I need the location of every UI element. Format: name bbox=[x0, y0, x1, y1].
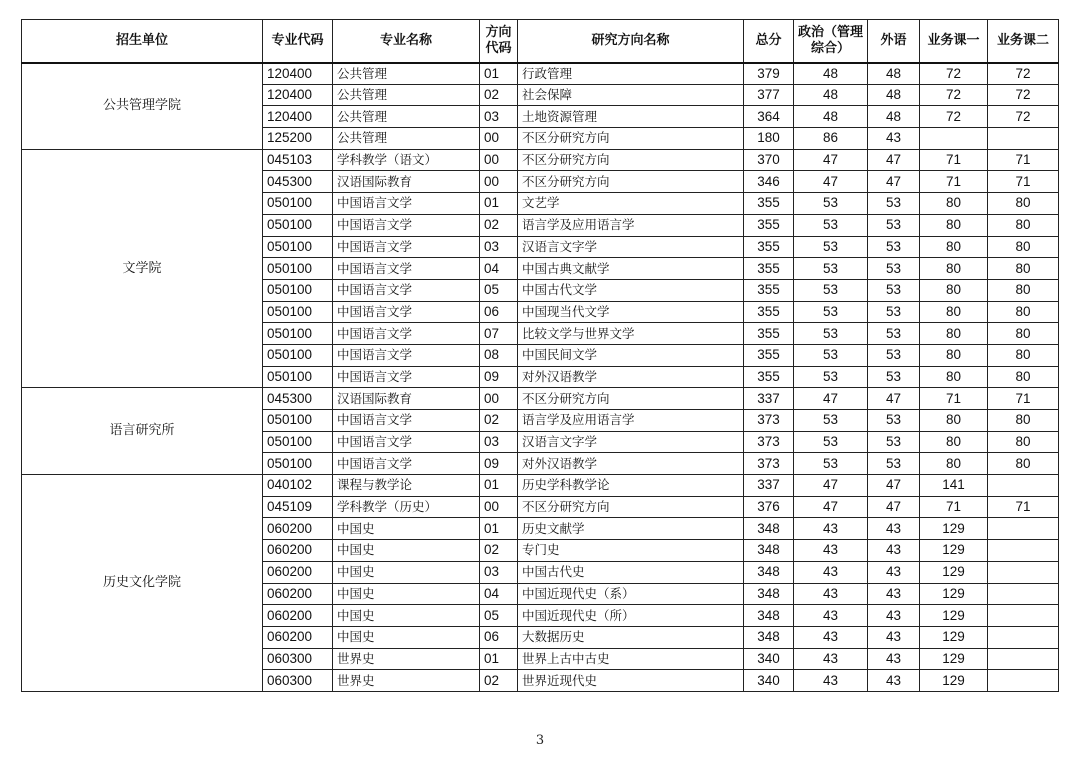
major-name-cell: 中国史 bbox=[333, 605, 480, 627]
direction-name-cell: 语言学及应用语言学 bbox=[518, 410, 744, 432]
header-major-name: 专业名称 bbox=[333, 20, 480, 63]
major-name-cell: 中国史 bbox=[333, 626, 480, 648]
politics-score-cell: 86 bbox=[794, 128, 868, 150]
politics-score-cell: 47 bbox=[794, 496, 868, 518]
course-one-score-cell: 129 bbox=[920, 670, 988, 692]
course-one-score-cell: 80 bbox=[920, 453, 988, 475]
course-two-score-cell: 80 bbox=[988, 236, 1059, 258]
direction-name-cell: 大数据历史 bbox=[518, 626, 744, 648]
unit-name-cell: 历史文化学院 bbox=[22, 475, 263, 692]
course-two-score-cell: 80 bbox=[988, 453, 1059, 475]
major-code-cell: 050100 bbox=[263, 431, 333, 453]
course-one-score-cell: 80 bbox=[920, 193, 988, 215]
course-two-score-cell: 80 bbox=[988, 214, 1059, 236]
politics-score-cell: 43 bbox=[794, 648, 868, 670]
major-name-cell: 中国史 bbox=[333, 561, 480, 583]
course-two-score-cell: 80 bbox=[988, 344, 1059, 366]
foreign-language-score-cell: 43 bbox=[868, 626, 920, 648]
direction-code-cell: 00 bbox=[480, 171, 518, 193]
course-one-score-cell: 80 bbox=[920, 236, 988, 258]
table-body bbox=[22, 63, 1059, 692]
direction-name-cell: 专门史 bbox=[518, 540, 744, 562]
direction-code-cell: 02 bbox=[480, 670, 518, 692]
course-two-score-cell: 80 bbox=[988, 193, 1059, 215]
total-score-cell: 180 bbox=[744, 128, 794, 150]
major-code-cell: 125200 bbox=[263, 128, 333, 150]
politics-score-cell: 53 bbox=[794, 323, 868, 345]
politics-score-cell: 47 bbox=[794, 171, 868, 193]
direction-code-cell: 03 bbox=[480, 561, 518, 583]
politics-score-cell: 53 bbox=[794, 301, 868, 323]
direction-name-cell: 土地资源管理 bbox=[518, 106, 744, 128]
course-one-score-cell: 71 bbox=[920, 171, 988, 193]
major-name-cell: 中国语言文学 bbox=[333, 279, 480, 301]
major-code-cell: 120400 bbox=[263, 84, 333, 106]
direction-name-cell: 对外汉语教学 bbox=[518, 453, 744, 475]
total-score-cell: 355 bbox=[744, 301, 794, 323]
table-row bbox=[22, 149, 1059, 171]
foreign-language-score-cell: 53 bbox=[868, 193, 920, 215]
total-score-cell: 340 bbox=[744, 648, 794, 670]
direction-name-cell: 语言学及应用语言学 bbox=[518, 214, 744, 236]
course-one-score-cell: 72 bbox=[920, 84, 988, 106]
course-two-score-cell: 80 bbox=[988, 366, 1059, 388]
header-politics: 政治（管理综合） bbox=[794, 20, 868, 63]
major-code-cell: 045300 bbox=[263, 171, 333, 193]
politics-score-cell: 48 bbox=[794, 106, 868, 128]
major-name-cell: 中国史 bbox=[333, 518, 480, 540]
foreign-language-score-cell: 53 bbox=[868, 214, 920, 236]
unit-name-cell: 语言研究所 bbox=[22, 388, 263, 475]
direction-name-cell: 世界上古中古史 bbox=[518, 648, 744, 670]
direction-code-cell: 06 bbox=[480, 626, 518, 648]
total-score-cell: 340 bbox=[744, 670, 794, 692]
major-code-cell: 045103 bbox=[263, 149, 333, 171]
header-major-code: 专业代码 bbox=[263, 20, 333, 63]
major-code-cell: 060200 bbox=[263, 605, 333, 627]
course-two-score-cell: 80 bbox=[988, 431, 1059, 453]
total-score-cell: 373 bbox=[744, 431, 794, 453]
course-two-score-cell bbox=[988, 128, 1059, 150]
politics-score-cell: 53 bbox=[794, 279, 868, 301]
direction-code-cell: 00 bbox=[480, 496, 518, 518]
major-code-cell: 050100 bbox=[263, 279, 333, 301]
total-score-cell: 379 bbox=[744, 63, 794, 85]
total-score-cell: 348 bbox=[744, 583, 794, 605]
course-two-score-cell bbox=[988, 605, 1059, 627]
major-code-cell: 050100 bbox=[263, 366, 333, 388]
major-name-cell: 汉语国际教育 bbox=[333, 388, 480, 410]
major-name-cell: 学科教学（历史） bbox=[333, 496, 480, 518]
major-name-cell: 公共管理 bbox=[333, 84, 480, 106]
foreign-language-score-cell: 53 bbox=[868, 344, 920, 366]
politics-score-cell: 48 bbox=[794, 84, 868, 106]
total-score-cell: 348 bbox=[744, 518, 794, 540]
direction-code-cell: 05 bbox=[480, 279, 518, 301]
total-score-cell: 348 bbox=[744, 561, 794, 583]
direction-name-cell: 世界近现代史 bbox=[518, 670, 744, 692]
major-code-cell: 050100 bbox=[263, 214, 333, 236]
major-name-cell: 公共管理 bbox=[333, 128, 480, 150]
course-two-score-cell bbox=[988, 583, 1059, 605]
direction-code-cell: 07 bbox=[480, 323, 518, 345]
major-name-cell: 中国语言文学 bbox=[333, 366, 480, 388]
course-two-score-cell bbox=[988, 540, 1059, 562]
direction-name-cell: 不区分研究方向 bbox=[518, 171, 744, 193]
politics-score-cell: 53 bbox=[794, 258, 868, 280]
total-score-cell: 355 bbox=[744, 323, 794, 345]
direction-code-cell: 02 bbox=[480, 410, 518, 432]
total-score-cell: 348 bbox=[744, 540, 794, 562]
total-score-cell: 355 bbox=[744, 279, 794, 301]
course-one-score-cell: 129 bbox=[920, 605, 988, 627]
course-one-score-cell: 80 bbox=[920, 279, 988, 301]
direction-code-cell: 00 bbox=[480, 128, 518, 150]
course-one-score-cell: 80 bbox=[920, 410, 988, 432]
direction-name-cell: 不区分研究方向 bbox=[518, 128, 744, 150]
direction-code-cell: 02 bbox=[480, 84, 518, 106]
major-code-cell: 050100 bbox=[263, 323, 333, 345]
course-two-score-cell: 72 bbox=[988, 84, 1059, 106]
course-two-score-cell: 80 bbox=[988, 301, 1059, 323]
course-one-score-cell: 71 bbox=[920, 149, 988, 171]
foreign-language-score-cell: 53 bbox=[868, 453, 920, 475]
foreign-language-score-cell: 53 bbox=[868, 431, 920, 453]
politics-score-cell: 47 bbox=[794, 149, 868, 171]
major-name-cell: 公共管理 bbox=[333, 106, 480, 128]
politics-score-cell: 53 bbox=[794, 344, 868, 366]
foreign-language-score-cell: 47 bbox=[868, 496, 920, 518]
foreign-language-score-cell: 43 bbox=[868, 605, 920, 627]
course-two-score-cell bbox=[988, 475, 1059, 497]
course-one-score-cell: 129 bbox=[920, 540, 988, 562]
course-one-score-cell: 80 bbox=[920, 431, 988, 453]
course-two-score-cell bbox=[988, 626, 1059, 648]
direction-code-cell: 06 bbox=[480, 301, 518, 323]
header-direction-name: 研究方向名称 bbox=[518, 20, 744, 63]
major-code-cell: 050100 bbox=[263, 410, 333, 432]
total-score-cell: 337 bbox=[744, 388, 794, 410]
politics-score-cell: 43 bbox=[794, 518, 868, 540]
direction-code-cell: 00 bbox=[480, 388, 518, 410]
course-one-score-cell: 80 bbox=[920, 258, 988, 280]
course-two-score-cell: 71 bbox=[988, 149, 1059, 171]
course-one-score-cell: 71 bbox=[920, 496, 988, 518]
politics-score-cell: 53 bbox=[794, 431, 868, 453]
direction-name-cell: 对外汉语教学 bbox=[518, 366, 744, 388]
course-two-score-cell bbox=[988, 648, 1059, 670]
direction-code-cell: 09 bbox=[480, 366, 518, 388]
direction-name-cell: 比较文学与世界文学 bbox=[518, 323, 744, 345]
foreign-language-score-cell: 43 bbox=[868, 561, 920, 583]
direction-code-cell: 01 bbox=[480, 648, 518, 670]
direction-name-cell: 中国民间文学 bbox=[518, 344, 744, 366]
foreign-language-score-cell: 43 bbox=[868, 648, 920, 670]
major-name-cell: 世界史 bbox=[333, 648, 480, 670]
major-name-cell: 中国语言文学 bbox=[333, 236, 480, 258]
politics-score-cell: 43 bbox=[794, 626, 868, 648]
total-score-cell: 346 bbox=[744, 171, 794, 193]
major-code-cell: 060200 bbox=[263, 518, 333, 540]
total-score-cell: 355 bbox=[744, 258, 794, 280]
course-two-score-cell bbox=[988, 518, 1059, 540]
foreign-language-score-cell: 53 bbox=[868, 279, 920, 301]
major-code-cell: 060300 bbox=[263, 670, 333, 692]
direction-code-cell: 01 bbox=[480, 475, 518, 497]
course-two-score-cell bbox=[988, 670, 1059, 692]
major-code-cell: 050100 bbox=[263, 301, 333, 323]
total-score-cell: 376 bbox=[744, 496, 794, 518]
total-score-cell: 337 bbox=[744, 475, 794, 497]
major-name-cell: 中国语言文学 bbox=[333, 193, 480, 215]
major-name-cell: 中国语言文学 bbox=[333, 214, 480, 236]
direction-name-cell: 历史文献学 bbox=[518, 518, 744, 540]
foreign-language-score-cell: 53 bbox=[868, 301, 920, 323]
course-two-score-cell: 71 bbox=[988, 171, 1059, 193]
total-score-cell: 355 bbox=[744, 193, 794, 215]
major-name-cell: 中国史 bbox=[333, 583, 480, 605]
major-name-cell: 中国语言文学 bbox=[333, 258, 480, 280]
total-score-cell: 348 bbox=[744, 626, 794, 648]
course-one-score-cell: 80 bbox=[920, 344, 988, 366]
direction-name-cell: 不区分研究方向 bbox=[518, 149, 744, 171]
major-code-cell: 045300 bbox=[263, 388, 333, 410]
politics-score-cell: 53 bbox=[794, 236, 868, 258]
unit-name-cell: 文学院 bbox=[22, 149, 263, 388]
header-foreign-language: 外语 bbox=[868, 20, 920, 63]
course-one-score-cell: 80 bbox=[920, 301, 988, 323]
foreign-language-score-cell: 53 bbox=[868, 410, 920, 432]
major-code-cell: 045109 bbox=[263, 496, 333, 518]
direction-code-cell: 03 bbox=[480, 236, 518, 258]
course-one-score-cell: 129 bbox=[920, 626, 988, 648]
score-table bbox=[21, 19, 1059, 692]
major-code-cell: 060200 bbox=[263, 626, 333, 648]
course-two-score-cell: 80 bbox=[988, 279, 1059, 301]
major-name-cell: 中国语言文学 bbox=[333, 431, 480, 453]
major-name-cell: 课程与教学论 bbox=[333, 475, 480, 497]
course-one-score-cell: 80 bbox=[920, 366, 988, 388]
foreign-language-score-cell: 47 bbox=[868, 149, 920, 171]
total-score-cell: 370 bbox=[744, 149, 794, 171]
course-two-score-cell: 80 bbox=[988, 323, 1059, 345]
course-one-score-cell: 71 bbox=[920, 388, 988, 410]
course-one-score-cell: 80 bbox=[920, 214, 988, 236]
politics-score-cell: 43 bbox=[794, 561, 868, 583]
major-code-cell: 060200 bbox=[263, 540, 333, 562]
course-one-score-cell bbox=[920, 128, 988, 150]
politics-score-cell: 48 bbox=[794, 63, 868, 85]
direction-code-cell: 03 bbox=[480, 431, 518, 453]
major-code-cell: 050100 bbox=[263, 258, 333, 280]
page-number: 3 bbox=[535, 733, 545, 748]
table-row bbox=[22, 388, 1059, 410]
direction-name-cell: 历史学科教学论 bbox=[518, 475, 744, 497]
major-name-cell: 中国语言文学 bbox=[333, 410, 480, 432]
foreign-language-score-cell: 48 bbox=[868, 84, 920, 106]
total-score-cell: 364 bbox=[744, 106, 794, 128]
direction-code-cell: 01 bbox=[480, 518, 518, 540]
total-score-cell: 355 bbox=[744, 366, 794, 388]
course-one-score-cell: 72 bbox=[920, 106, 988, 128]
foreign-language-score-cell: 48 bbox=[868, 106, 920, 128]
politics-score-cell: 53 bbox=[794, 193, 868, 215]
politics-score-cell: 43 bbox=[794, 670, 868, 692]
major-name-cell: 中国语言文学 bbox=[333, 301, 480, 323]
direction-code-cell: 01 bbox=[480, 63, 518, 85]
course-one-score-cell: 129 bbox=[920, 561, 988, 583]
major-code-cell: 050100 bbox=[263, 236, 333, 258]
direction-name-cell: 中国古代文学 bbox=[518, 279, 744, 301]
header-total: 总分 bbox=[744, 20, 794, 63]
foreign-language-score-cell: 43 bbox=[868, 540, 920, 562]
politics-score-cell: 53 bbox=[794, 366, 868, 388]
major-code-cell: 050100 bbox=[263, 193, 333, 215]
course-one-score-cell: 141 bbox=[920, 475, 988, 497]
course-one-score-cell: 129 bbox=[920, 518, 988, 540]
course-one-score-cell: 80 bbox=[920, 323, 988, 345]
direction-code-cell: 03 bbox=[480, 106, 518, 128]
header-unit: 招生单位 bbox=[22, 20, 263, 63]
direction-code-cell: 09 bbox=[480, 453, 518, 475]
politics-score-cell: 43 bbox=[794, 583, 868, 605]
major-name-cell: 中国史 bbox=[333, 540, 480, 562]
table-header-row bbox=[22, 20, 1059, 63]
politics-score-cell: 47 bbox=[794, 388, 868, 410]
total-score-cell: 377 bbox=[744, 84, 794, 106]
major-name-cell: 中国语言文学 bbox=[333, 323, 480, 345]
course-one-score-cell: 129 bbox=[920, 648, 988, 670]
direction-name-cell: 不区分研究方向 bbox=[518, 388, 744, 410]
direction-name-cell: 中国近现代史（所） bbox=[518, 605, 744, 627]
direction-name-cell: 文艺学 bbox=[518, 193, 744, 215]
foreign-language-score-cell: 47 bbox=[868, 171, 920, 193]
direction-name-cell: 中国现当代文学 bbox=[518, 301, 744, 323]
total-score-cell: 355 bbox=[744, 344, 794, 366]
foreign-language-score-cell: 48 bbox=[868, 63, 920, 85]
major-code-cell: 060300 bbox=[263, 648, 333, 670]
direction-code-cell: 02 bbox=[480, 214, 518, 236]
header-course-two: 业务课二 bbox=[988, 20, 1059, 63]
total-score-cell: 355 bbox=[744, 214, 794, 236]
politics-score-cell: 53 bbox=[794, 214, 868, 236]
direction-code-cell: 00 bbox=[480, 149, 518, 171]
major-name-cell: 公共管理 bbox=[333, 63, 480, 85]
header-direction-code: 方向代码 bbox=[480, 20, 518, 63]
direction-name-cell: 汉语言文字学 bbox=[518, 431, 744, 453]
major-code-cell: 050100 bbox=[263, 344, 333, 366]
politics-score-cell: 43 bbox=[794, 605, 868, 627]
course-one-score-cell: 72 bbox=[920, 63, 988, 85]
total-score-cell: 373 bbox=[744, 453, 794, 475]
direction-code-cell: 08 bbox=[480, 344, 518, 366]
major-name-cell: 中国语言文学 bbox=[333, 344, 480, 366]
major-name-cell: 汉语国际教育 bbox=[333, 171, 480, 193]
major-name-cell: 世界史 bbox=[333, 670, 480, 692]
course-two-score-cell bbox=[988, 561, 1059, 583]
direction-name-cell: 不区分研究方向 bbox=[518, 496, 744, 518]
major-code-cell: 050100 bbox=[263, 453, 333, 475]
politics-score-cell: 43 bbox=[794, 540, 868, 562]
foreign-language-score-cell: 53 bbox=[868, 323, 920, 345]
foreign-language-score-cell: 53 bbox=[868, 236, 920, 258]
total-score-cell: 373 bbox=[744, 410, 794, 432]
foreign-language-score-cell: 43 bbox=[868, 128, 920, 150]
direction-code-cell: 01 bbox=[480, 193, 518, 215]
course-two-score-cell: 71 bbox=[988, 496, 1059, 518]
major-code-cell: 060200 bbox=[263, 583, 333, 605]
direction-name-cell: 中国近现代史（系） bbox=[518, 583, 744, 605]
direction-code-cell: 05 bbox=[480, 605, 518, 627]
major-code-cell: 060200 bbox=[263, 561, 333, 583]
major-name-cell: 中国语言文学 bbox=[333, 453, 480, 475]
total-score-cell: 355 bbox=[744, 236, 794, 258]
foreign-language-score-cell: 43 bbox=[868, 670, 920, 692]
direction-name-cell: 社会保障 bbox=[518, 84, 744, 106]
foreign-language-score-cell: 43 bbox=[868, 583, 920, 605]
course-two-score-cell: 71 bbox=[988, 388, 1059, 410]
major-name-cell: 学科教学（语文） bbox=[333, 149, 480, 171]
course-two-score-cell: 80 bbox=[988, 258, 1059, 280]
unit-name-cell: 公共管理学院 bbox=[22, 63, 263, 150]
table-row bbox=[22, 63, 1059, 85]
politics-score-cell: 47 bbox=[794, 475, 868, 497]
course-one-score-cell: 129 bbox=[920, 583, 988, 605]
politics-score-cell: 53 bbox=[794, 453, 868, 475]
direction-name-cell: 中国古典文献学 bbox=[518, 258, 744, 280]
course-two-score-cell: 80 bbox=[988, 410, 1059, 432]
major-code-cell: 120400 bbox=[263, 63, 333, 85]
major-code-cell: 120400 bbox=[263, 106, 333, 128]
foreign-language-score-cell: 43 bbox=[868, 518, 920, 540]
direction-name-cell: 行政管理 bbox=[518, 63, 744, 85]
course-two-score-cell: 72 bbox=[988, 63, 1059, 85]
politics-score-cell: 53 bbox=[794, 410, 868, 432]
direction-name-cell: 中国古代史 bbox=[518, 561, 744, 583]
foreign-language-score-cell: 53 bbox=[868, 258, 920, 280]
direction-code-cell: 04 bbox=[480, 258, 518, 280]
table-row bbox=[22, 475, 1059, 497]
total-score-cell: 348 bbox=[744, 605, 794, 627]
course-two-score-cell: 72 bbox=[988, 106, 1059, 128]
header-course-one: 业务课一 bbox=[920, 20, 988, 63]
foreign-language-score-cell: 47 bbox=[868, 475, 920, 497]
direction-name-cell: 汉语言文字学 bbox=[518, 236, 744, 258]
direction-code-cell: 02 bbox=[480, 540, 518, 562]
foreign-language-score-cell: 47 bbox=[868, 388, 920, 410]
direction-code-cell: 04 bbox=[480, 583, 518, 605]
major-code-cell: 040102 bbox=[263, 475, 333, 497]
foreign-language-score-cell: 53 bbox=[868, 366, 920, 388]
